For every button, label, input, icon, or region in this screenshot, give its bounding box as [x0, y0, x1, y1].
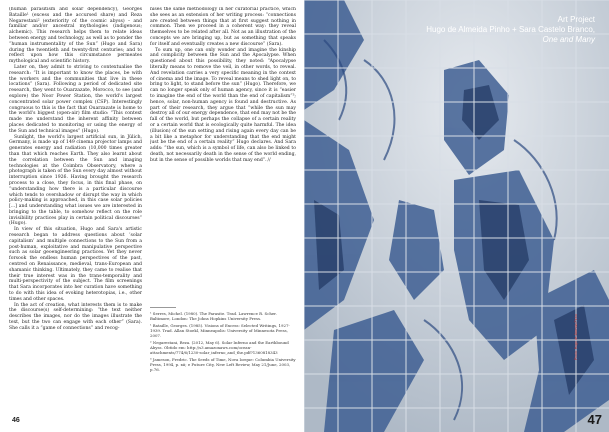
footnotes	[150, 307, 296, 373]
project-title: One and Many	[542, 35, 595, 44]
page-number-left: 46	[12, 417, 20, 424]
paragraph: (human parasitism and solar dependency), Georges Bataille¹ (excess and the accursed share) and Reza Negarestani² (exteriority of the cosmic abyss) – and familiar and/or ancestral mythologies (indigenous; alchemic). This research helps them to relate ideas between energy and technology, as well as to ponder the “human instrumentality of the Sun” (Hugo and Sara) during the twentieth and twenty-first centuries; and to reflect upon how this circumstance permeates mythological and scientific history.	[9, 7, 142, 65]
paragraph: nises the same methodology in her curatorial practice, which she sees as an extension of her writing process: “connections are created between things that at first suggest nothing in common. Then we proceed in a coherent way: they reveal themselves to be related after all. Not as an illustration of the concepts we are bringing up, but as something that speaks for itself and eventually creates a new discourse” (Sara).	[150, 7, 296, 47]
text-column-right	[150, 7, 296, 303]
text-column-left	[9, 7, 142, 413]
paragraph: Sunlight, the world's largest artificial sun, in Jülich, Germany, is made up of 149 cinema projector lamps and generates energy and radiation (10,000 times greater than that which reaches Earth. They also learnt about the correlation between the Sun and imaging technologies at the Coimbra Observatory, where a photograph is taken of the Sun every day almost without interruption since 1926. Having brought the research process to a close, they focus, in this final phase, on “understanding how there is a particular discourse which tends to overshadow or disrupt the way in which policy-making is approached, in this case solar policies [...] and understanding what issues we are interested in bringing to the table, to somehow reflect on the role invisibility practices play in certain political discourses” (Hugo).	[9, 134, 142, 227]
footnote-rule	[150, 307, 176, 308]
photo-credit: Photo: Hugo de Almeida Pinho	[574, 313, 578, 360]
artists-names: Hugo de Almeida Pinho + Sara Castelo Branco,	[426, 25, 595, 34]
paragraph: To sum up, one can only wonder and imagine the kinship and complicity between the Sun and the Apocalypse. When questioned about this possibility, they noted: “Apocalypse literally means to remove the veil, in other words, to reveal. And revelation carries a very specific meaning in the context of cinema and the image. To reveal means to shed light on, to bring to light, to stand before the sun” (Hugo). Therefore, we can no longer speak only of human agency, since it is “easier to imagine the end of the world than the end of capitalism”³; hence, solar, non-human agency is found and destructive. As part of their research, they argue that “while the sun may destroy all of our energy dependence, that end may not be the fall of the world, but perhaps the collapse of a certain reality or a certain world that is ecologically quite harmful. The idea (illusion) of the sun setting and rising again every day can be a bit like a metaphor for understanding that the end might just be the end of a certain reality” Hugo declares. And Sara adds: “the sun, which is a symbol of life, can also be linked to death, not necessarily death in the sense of the world ending, but in the sense of possible worlds that may end”. //	[150, 47, 296, 163]
footnote: ¹ Serres, Michel. (1980). The Parasite. Trad. Lawrence R. Scher. Baltimore, London: The Johns Hopkins University Press.	[150, 311, 277, 322]
footnote: ³ Jameson, Fredric. The Seeds of Time, Nova Iorque: Columbia University Press, 1994, p. xii; e Future City, New Left Review, May 21/June, 2003, p.76.	[150, 356, 296, 372]
footnote: ² Negarestani, Reza. (2012, May 6). Solar Inferno and the Earthbound Abyss. Obtido em: http://s3.amazonaws.com/ocean-attachments/774/6/1230-solar_inferno_and_the.pdf?1360818343	[150, 339, 289, 355]
footnote: ¹ Bataille, Georges. (1985). Visions of Excess: Selected Writings, 1927-1939. Trad. Allan Stoekl, Minneapolis: University of Minnesota Press, 2007.	[150, 322, 290, 338]
art-project-header	[426, 15, 595, 45]
left-page	[0, 0, 304, 432]
paragraph: Later on, they admit to striving to contextualise the research: “It is important to know the places, be with the workers and the communities that live in these locations” (Sara). Following a period of dedicated site research, they went to Ouarzazate, Morocco, to see (and explore) the Noor Power Station, the world's largest concentrated solar power complex (CSP). Interestingly congruous to this is the fact that Ouarzazate is home to the world's biggest (open-air) film studio: “This context made me understand the inherent affinity between places dedicated to monitoring or using the energy of the Sun and technical images” (Hugo).	[9, 64, 142, 134]
right-page	[304, 0, 609, 432]
section-label: Art Project	[557, 15, 595, 24]
azulejo-photo	[304, 0, 609, 432]
paragraph: In the act of creation, what interests them is to make the discourse(s) self-determining: “the text neither describes the images, nor do the images illustrate the text, but the two can engage with each other” (Sara). She calls it a “game of connections” and recog-	[9, 302, 142, 331]
paragraph: In view of this situation, Hugo and Sara's artistic research began to address questions about ‘solar capitalism’ and multiple connections to the Sun from a post-human, exploitative and manipulative perspective such as solar geoengineering practices. Yet they never forsook the endless human perspectives of the past, centred on Renaissance, medieval, trans-European and shamanic thinking. Ultimately, they came to realise that their true interest was in the trans-temporality and multi-perspectivity of the subject. The film screenings that Sara incorporates into her curation have something to do with this idea of evoking heterotopias, i.e., other times and other spaces.	[9, 227, 142, 302]
page-number-right: 47	[587, 412, 602, 427]
